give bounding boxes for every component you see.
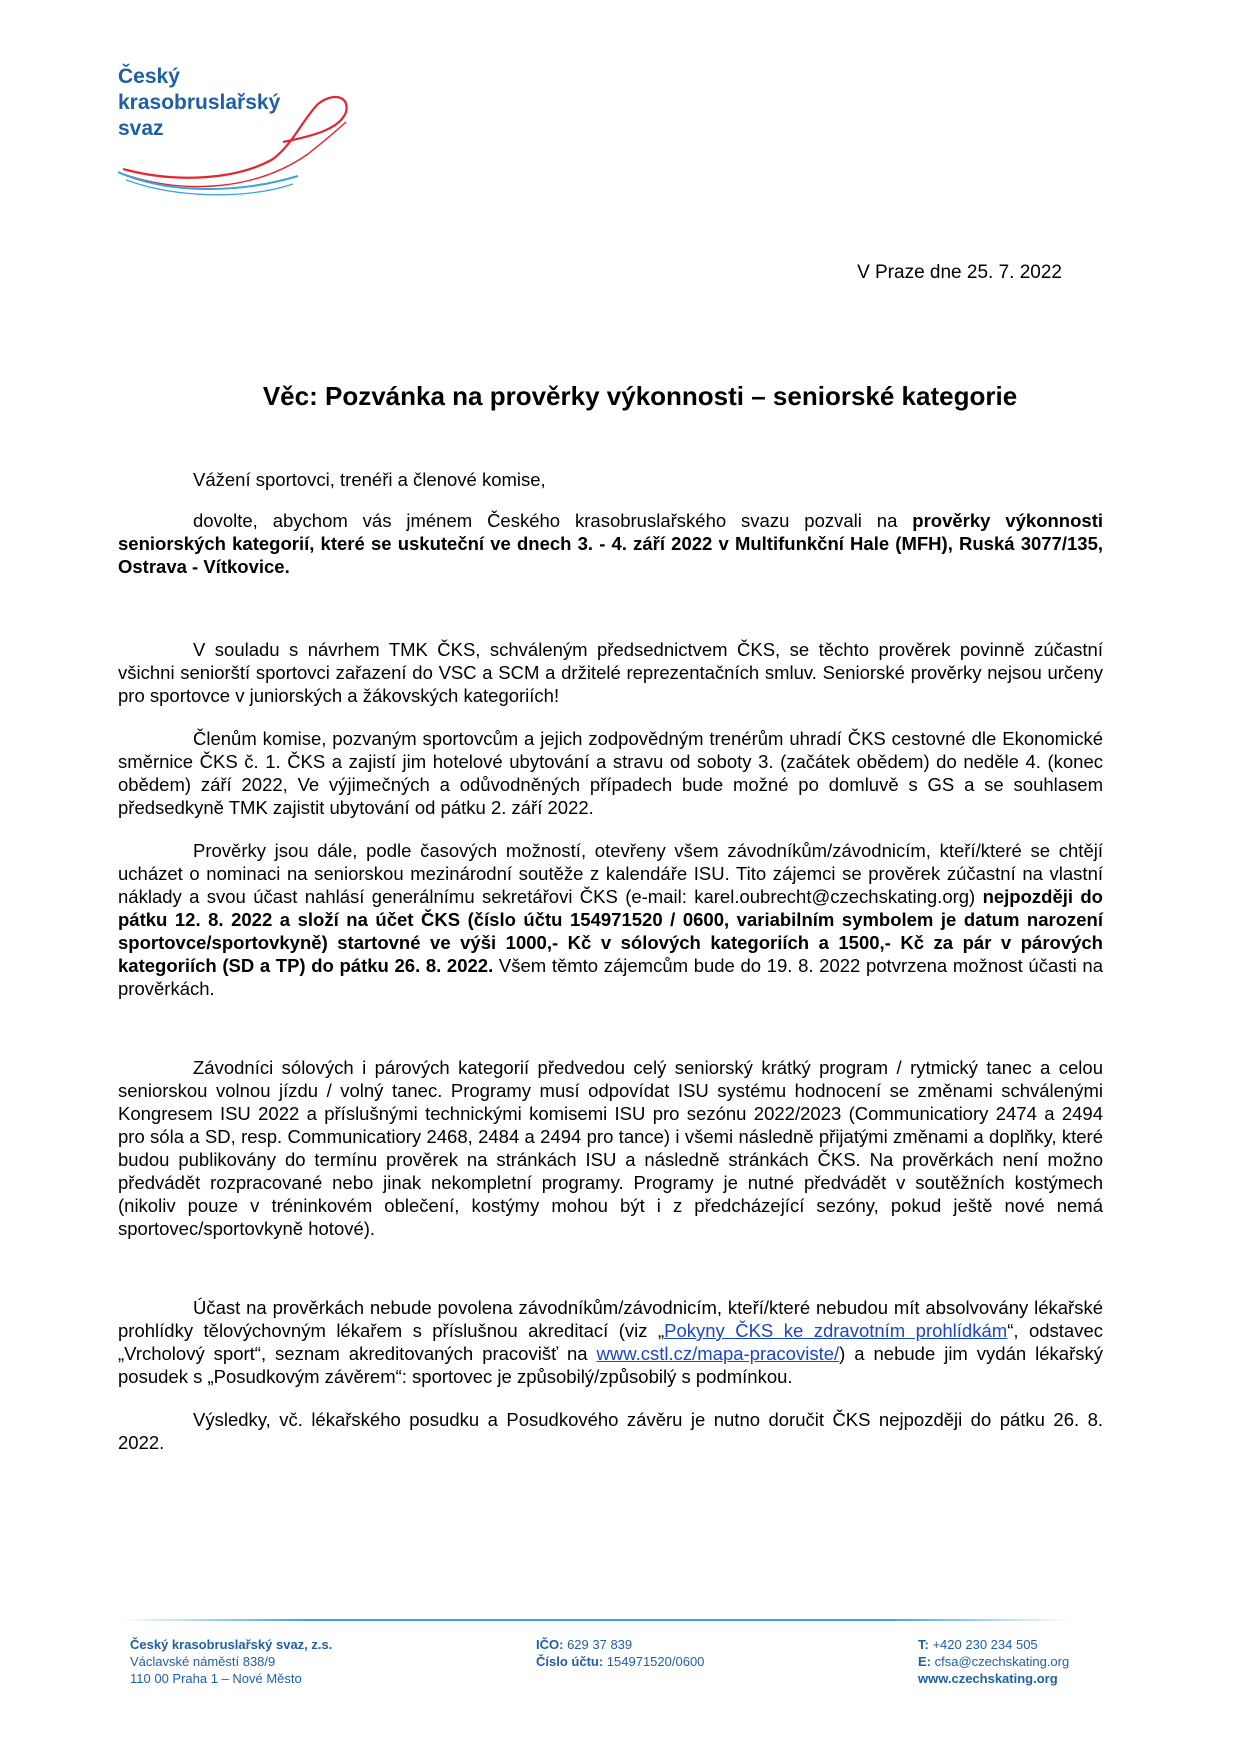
- footer-ico: 629 37 839: [567, 1637, 633, 1652]
- footer-ids: [536, 1636, 704, 1670]
- logo-line-1: Český: [118, 65, 180, 88]
- footer-account: 154971520/0600: [606, 1654, 705, 1669]
- paragraph-open-entry-bold: nejpozději do pátku 12. 8. 2022 a složí na účet ČKS (číslo účtu 154971520 / 0600, variabilním symbolem je datum narození sportovce/sportovkyně) startovné ve výši 1000,- Kč v sólových kategoriích a 1500,- Kč za pár v párových kategoriích (SD a TP) do pátku 26. 8. 2022.: [118, 886, 1103, 976]
- footer-address: [130, 1636, 332, 1687]
- greeting: Vážení sportovci, trenéři a členové komise,: [193, 469, 546, 490]
- footer-ico-label: IČO:: [536, 1637, 564, 1652]
- footer-tel: +420 230 234 505: [932, 1637, 1038, 1652]
- footer-tel-label: T:: [918, 1637, 929, 1652]
- logo-line-2: krasobruslařský: [118, 91, 281, 114]
- footer-email[interactable]: cfsa@czechskating.org: [934, 1654, 1070, 1669]
- letter-date: V Praze dne 25. 7. 2022: [857, 262, 1062, 283]
- footer-email-label: E:: [918, 1654, 931, 1669]
- paragraph-open-entry-tail: Všem těmto zájemcům bude do 19. 8. 2022 potvrzena možnost účasti na prověrkách.: [118, 955, 1103, 999]
- footer-account-label: Číslo účtu:: [536, 1654, 604, 1669]
- letter-subject: Věc: Pozvánka na prověrky výkonnosti – seniorské kategorie: [262, 381, 1018, 411]
- link-cstl-map[interactable]: www.cstl.cz/mapa-pracoviste/: [596, 1343, 840, 1364]
- paragraph-programs: Závodníci sólových i párových kategorií předvedou celý seniorský krátký program / rytmický tanec a celou seniorskou volnou jízdu / volný tanec. Programy musí odpovídat ISU systému hodnocení se změnami schválenými Kongresem ISU 2022 a příslušnými technickými komisemi ISU pro sezónu 2022/2023 (Communicatiory 2474 a 2494 pro sóla a SD, resp. Communicatiory 2468, 2484 a 2494 pro tance) i všemi následně přijatými změnami a doplňky, které budou publikovány do termínu prověrek na stránkách ISU a následně stránkách ČKS. Na prověrkách není možno předvádět rozpracované nebo jinak nekompletní programy. Programy je nutné předvádět v soutěžních kostýmech (nikoliv pouze v tréninkovém oblečení, kostýmy mohou být i z předcházející sezóny, pokud ještě nové nemá sportovec/sportovkyně hotové).: [118, 1057, 1103, 1239]
- footer-web[interactable]: www.czechskating.org: [918, 1671, 1058, 1686]
- paragraph-invitation: [118, 509, 1103, 578]
- paragraph-medical-tail: ) a nebude jim vydán lékařský posudek s „Posudkovým závěrem“: sportovec je způsobilý/způsobilý s podmínkou.: [118, 1343, 1103, 1387]
- logo-text: [118, 64, 280, 142]
- paragraph-results: Výsledky, vč. lékařského posudku a Posudkového závěru je nutno doručit ČKS nejpozději do pátku 26. 8. 2022.: [118, 1409, 1103, 1453]
- letter-body: [118, 468, 1103, 1454]
- paragraph-open-entry-text: Prověrky jsou dále, podle časových možností, otevřeny všem závodníkům/závodnicím, kteří/které se chtějí ucházet o nominaci na seniorskou mezinárodní soutěže z kalendáře ISU. Tito zájemci se prověrek zúčastní na vlastní náklady a svou účast nahlásí generálnímu sekretářovi ČKS (e-mail: karel.oubrecht@czechskating.org): [118, 840, 1103, 907]
- paragraph-costs: Členům komise, pozvaným sportovcům a jejich zodpovědným trenérům uhradí ČKS cestovné dle Ekonomické směrnice ČKS č. 1. ČKS a zajistí jim hotelové ubytování a stravu od soboty 3. (začátek obědem) do neděle 4. (konec obědem) září 2022, Ve výjimečných a odůvodněných případech bude možné po domluvě s GS a se souhlasem předsedkyně TMK zajistit ubytování od pátku 2. září 2022.: [118, 728, 1103, 818]
- logo: [118, 64, 378, 214]
- logo-line-3: svaz: [118, 117, 164, 140]
- paragraph-invitation-text: dovolte, abychom vás jménem Českého krasobruslařského svazu pozvali na: [193, 510, 913, 531]
- footer-city: 110 00 Praha 1 – Nové Město: [130, 1671, 302, 1686]
- footer-street: Václavské náměstí 838/9: [130, 1654, 276, 1669]
- footer-divider: [118, 1619, 1073, 1621]
- paragraph-medical-text: Účast na prověrkách nebude povolena závodníkům/závodnicím, kteří/které nebudou mít absolvovány lékařské prohlídky tělovýchovným lékařem s příslušnou akreditací (viz „: [118, 1297, 1103, 1341]
- footer-contact: [918, 1636, 1069, 1687]
- paragraph-medical: [118, 1296, 1103, 1388]
- footer-org-name: Český krasobruslařský svaz, z.s.: [130, 1637, 333, 1652]
- link-medical-instructions[interactable]: Pokyny ČKS ke zdravotním prohlídkám: [664, 1320, 1008, 1341]
- paragraph-invitation-bold: prověrky výkonnosti seniorských kategorií, které se uskuteční ve dnech 3. - 4. září 2022 v Multifunkční Hale (MFH), Ruská 3077/135, Ostrava - Vítkovice.: [118, 510, 1104, 577]
- paragraph-mandatory: V souladu s návrhem TMK ČKS, schváleným předsednictvem ČKS, se těchto prověrek povinně zúčastní všichni seniorští sportovci zařazení do VSC a SCM a držitelé reprezentačních smluv. Seniorské prověrky nejsou určeny pro sportovce v juniorských a žákovských kategoriích!: [118, 639, 1103, 706]
- paragraph-medical-mid: “, odstavec „Vrcholový sport“, seznam akreditovaných pracovišť na: [118, 1320, 1103, 1364]
- paragraph-open-entry: [118, 839, 1103, 1000]
